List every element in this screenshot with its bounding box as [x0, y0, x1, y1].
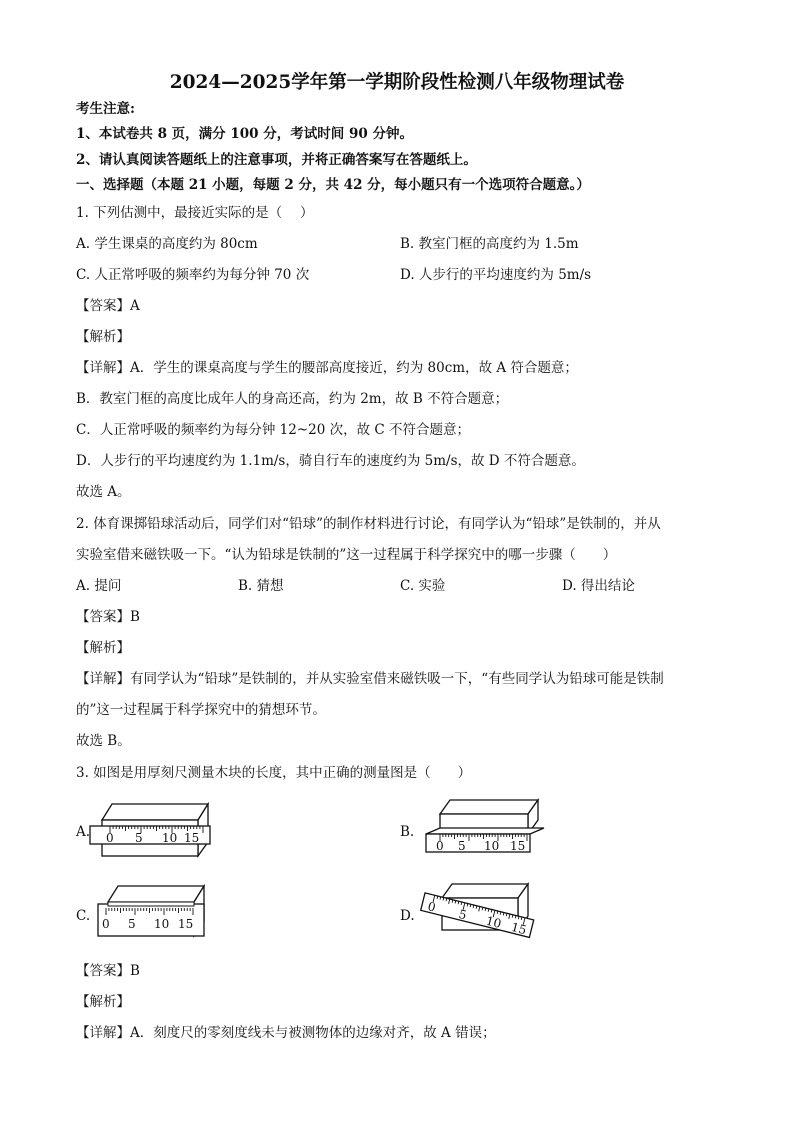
q3-answer: 【答案】B [76, 963, 140, 979]
q1-stem: 1. 下列估测中，最接近实际的是（ ） [76, 205, 314, 221]
figure-d-tick-label-5: 5 [457, 906, 469, 923]
q1-detail-d: D．人步行的平均速度约为 1.1m/s，骑自行车的速度约为 5m/s，故 D 不符合题意。 [76, 453, 585, 469]
q1-option-b: B. 教室门框的高度约为 1.5m [400, 236, 579, 252]
figure-d-label: D. [400, 908, 415, 924]
figure-a-tick-label-15: 15 [184, 831, 200, 845]
q1-detail-c: C．人正常呼吸的频率约为每分钟 12~20 次，故 C 不符合题意； [76, 422, 470, 438]
figure-a-tick-label-0: 0 [106, 831, 114, 845]
q2-detail-line-2: 的”这一过程属于科学探究中的猜想环节。 [76, 702, 326, 718]
q1-conclusion: 故选 A。 [76, 484, 131, 500]
figure-c-label: C. [76, 908, 91, 924]
figure-c-tick-label-0: 0 [102, 917, 110, 931]
q3-analysis: 【解析】 [76, 994, 130, 1010]
figure-d-tick-label-15: 15 [509, 919, 528, 938]
figure-c-tick-label-10: 10 [154, 917, 170, 931]
figure-b-tick-label-10: 10 [484, 839, 500, 853]
notice-heading: 考生注意: [76, 101, 135, 117]
q1-option-a: A. 学生课桌的高度约为 80cm [76, 236, 258, 252]
q1-option-c: C. 人正常呼吸的频率约为每分钟 70 次 [76, 267, 310, 283]
q3-stem: 3. 如图是用厚刻尺测量木块的长度，其中正确的测量图是（ ） [76, 765, 472, 781]
figure-b-label: B. [400, 824, 415, 840]
figure-a-tick-label-5: 5 [135, 831, 143, 845]
figure-c-ruler-diagram [92, 884, 212, 940]
q2-stem-line-1: 2. 体育课掷铅球活动后，同学们对“铅球”的制作材料进行讨论，有同学认为“铅球”是铁制的，并从 [76, 516, 661, 532]
q2-option-a: A. 提问 [76, 578, 122, 594]
q1-analysis: 【解析】 [76, 329, 130, 345]
q2-detail-line-1: 【详解】有同学认为“铅球”是铁制的，并从实验室借来磁铁吸一下，“有些同学认为铅球可能是铁制 [76, 671, 664, 687]
q2-stem-line-2: 实验室借来磁铁吸一下。“认为铅球是铁制的”这一过程属于科学探究中的哪一步骤（ ） [76, 547, 617, 563]
figure-b-ruler-diagram [418, 798, 548, 860]
figure-d-tick-label-10: 10 [484, 913, 503, 931]
notice-item-2: 2、请认真阅读答题纸上的注意事项，并将正确答案写在答题纸上。 [76, 152, 477, 168]
q2-analysis: 【解析】 [76, 640, 130, 656]
notice-item-1: 1、本试卷共 8 页，满分 100 分，考试时间 90 分钟。 [76, 126, 413, 142]
q1-detail-a: 【详解】A．学生的课桌高度与学生的腰部高度接近，约为 80cm，故 A 符合题意； [76, 360, 578, 376]
figure-a-label: A. [76, 824, 91, 840]
figure-c-tick-label-5: 5 [128, 917, 136, 931]
exam-title: 2024—2025学年第一学期阶段性检测八年级物理试卷 [169, 72, 625, 93]
q3-detail: 【详解】A．刻度尺的零刻度线未与被测物体的边缘对齐，故 A 错误； [76, 1025, 496, 1041]
figure-b-tick-label-0: 0 [436, 839, 444, 853]
q1-detail-b: B．教室门框的高度比成年人的身高还高，约为 2m，故 B 不符合题意； [76, 391, 509, 407]
figure-a-tick-label-10: 10 [162, 831, 178, 845]
q2-option-d: D. 得出结论 [562, 578, 635, 594]
figure-b-tick-label-15: 15 [510, 839, 526, 853]
q2-answer: 【答案】B [76, 609, 140, 625]
q1-option-d: D. 人步行的平均速度约为 5m/s [400, 267, 592, 283]
figure-b-tick-label-5: 5 [458, 839, 466, 853]
figure-d-ruler-diagram [416, 880, 540, 946]
q2-option-b: B. 猜想 [238, 578, 284, 594]
figure-c-tick-label-15: 15 [178, 917, 194, 931]
figure-a-ruler-diagram [88, 798, 218, 860]
figure-d-tick-label-0: 0 [426, 899, 438, 915]
section-heading: 一、选择题（本题 21 小题，每题 2 分，共 42 分，每小题只有一个选项符合题意。） [76, 177, 590, 193]
q2-conclusion: 故选 B。 [76, 733, 131, 749]
q2-option-c: C. 实验 [400, 578, 446, 594]
q1-answer: 【答案】A [76, 298, 140, 314]
